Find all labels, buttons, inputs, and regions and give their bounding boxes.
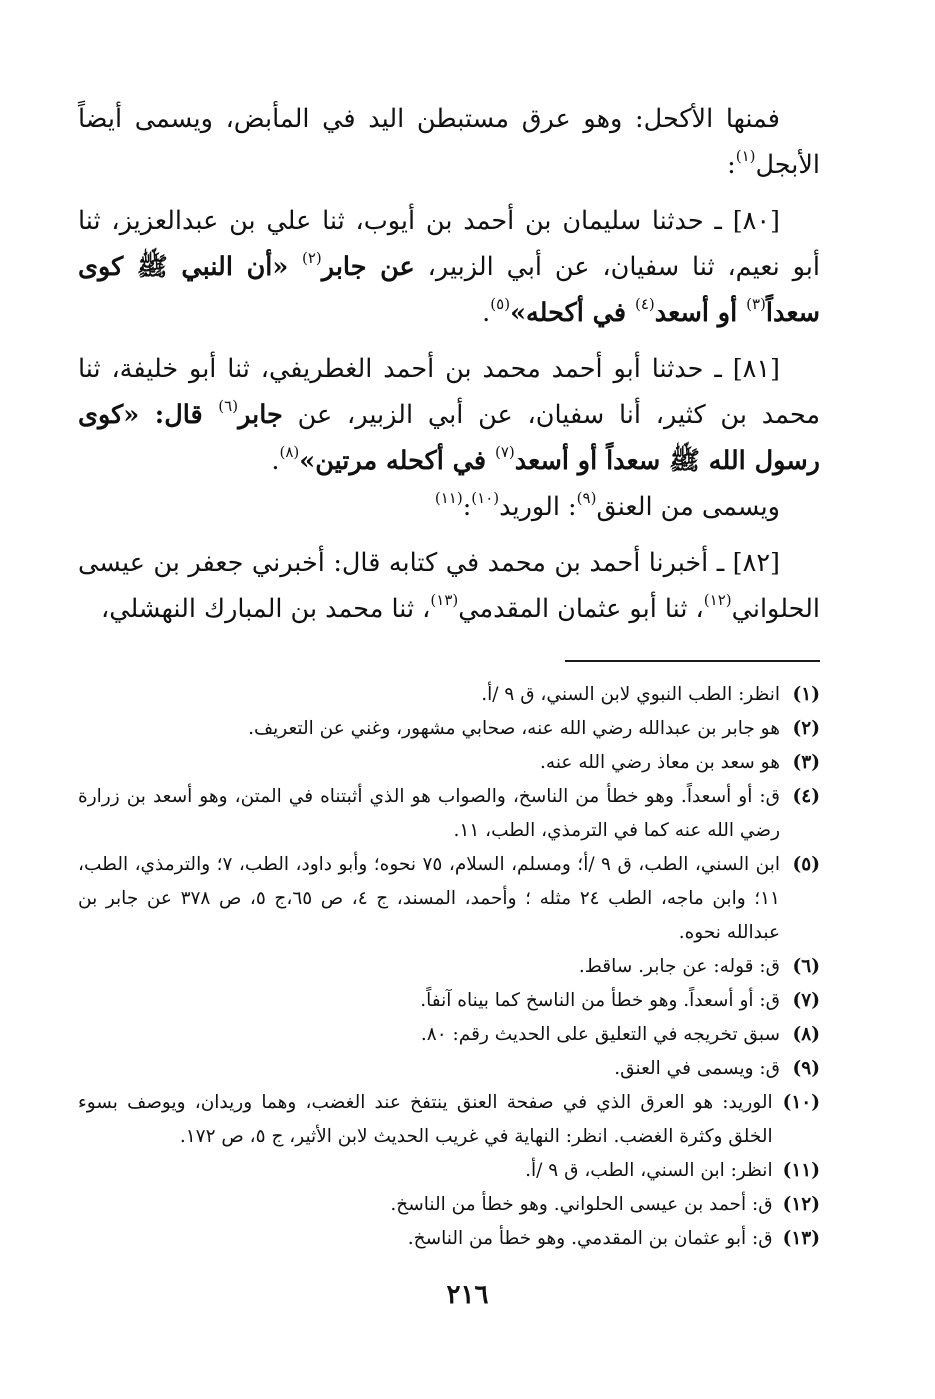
text-segment: ، ثنا أبو عثمان المقدمي <box>458 594 704 624</box>
hadith-80 <box>78 198 820 336</box>
footnote-item <box>78 1086 820 1154</box>
footnote-ref: (٨) <box>279 443 300 461</box>
text-segment: : <box>462 492 472 522</box>
main-text <box>78 96 820 632</box>
footnote-number: (٦) <box>792 956 820 977</box>
text-segment: [٨١] ـ حدثنا أبو أحمد محمد بن أحمد الغطريفي، ثنا أبو خليفة، ثنا محمد بن كثير، أنا سفيان، عن أبي الزبير، عن <box>78 354 820 430</box>
footnote-ref: (٢) <box>301 249 322 267</box>
text-segment: ، ثنا محمد بن المبارك النهشلي، <box>100 594 431 624</box>
footnote-text: الوريد: هو العرق الذي في صفحة العنق ينتفخ عند الغضب، وهما وريدان، ويوصف بسوء الخلق وكثرة الغضب. انظر: النهاية في غريب الحديث لابن الأثير، ج ٥، ص ١٧٢. <box>78 1092 773 1147</box>
text-segment: [٨٠] ـ حدثنا سليمان بن أحمد بن أيوب، ثنا علي بن عبدالعزيز، ثنا أبو نعيم، ثنا سفيان، عن أبي الزبير، <box>78 206 820 282</box>
footnote-number: (١) <box>792 684 820 705</box>
footnote-item <box>78 746 820 780</box>
footnote-item <box>78 712 820 746</box>
footnote-number: (٢) <box>792 718 820 739</box>
text-segment: : <box>727 150 736 180</box>
footnote-text: ابن السني، الطب، ق ٩ /أ؛ ومسلم، السلام، ٧٥ نحوه؛ وأبو داود، الطب، ٧؛ والترمذي، الطب، ١١؛ وابن ماجه، الطب ٢٤ مثله ؛ وأحمد، المسند، ج ٤، ص ٦٥،ج ٥، ص ٣٧٨ عن جابر بن عبدالله نحوه. <box>78 854 780 943</box>
footnote-ref: (٩) <box>576 489 597 507</box>
bold-segment: في أكحله» <box>510 298 635 328</box>
footnote-text: سبق تخريجه في التعليق على الحديث رقم: ٨٠. <box>420 1024 780 1045</box>
footnote-ref: (١) <box>735 147 756 165</box>
footnote-item <box>78 678 820 712</box>
page-content <box>78 96 820 1256</box>
footnote-item <box>78 1154 820 1188</box>
bold-segment: «أن النبي ﷺ كوى سعداً <box>78 252 820 328</box>
paragraph-akhal <box>78 96 820 188</box>
text-segment: فمنها الأكحل: وهو عرق مستبطن اليد في المأبض، ويسمى أيضاً الأبجل <box>78 104 820 180</box>
footnote-number: (١٢) <box>782 1194 820 1215</box>
footnote-ref: (٣) <box>746 295 766 313</box>
footnote-item <box>78 1222 820 1256</box>
footnotes <box>78 678 820 1256</box>
bold-segment: جابر <box>238 400 283 430</box>
bold-segment: في أكحله مرتين» <box>299 446 495 476</box>
footnote-text: ق: قوله: عن جابر. ساقط. <box>578 956 780 977</box>
hadith-82 <box>78 540 820 632</box>
footnote-text: انظر: ابن السني، الطب، ق ٩ /أ. <box>525 1160 773 1181</box>
footnote-ref: (٧) <box>495 443 515 461</box>
footnote-number: (١١) <box>782 1160 820 1181</box>
bold-segment: أو أسعد <box>654 298 747 328</box>
bold-segment: عن جابر <box>321 252 415 282</box>
footnote-number: (٨) <box>792 1024 820 1045</box>
paragraph-warid <box>78 484 820 530</box>
footnote-ref: (٥) <box>490 295 511 313</box>
footnote-divider <box>565 660 820 662</box>
footnote-number: (١٣) <box>782 1228 820 1249</box>
footnote-number: (٤) <box>792 786 820 807</box>
footnote-number: (٣) <box>792 752 820 773</box>
footnote-item <box>78 848 820 950</box>
footnote-ref: (١٠) <box>471 489 500 507</box>
hadith-81 <box>78 346 820 484</box>
page-number: ٢١٦ <box>446 1280 489 1310</box>
footnote-text: ق: ويسمى في العنق. <box>614 1058 780 1079</box>
footnote-ref: (١٣) <box>430 591 459 609</box>
text-segment: . <box>482 298 491 328</box>
footnote-text: هو سعد بن معاذ رضي الله عنه. <box>540 752 780 773</box>
footnote-number: (١٠) <box>782 1092 820 1113</box>
footnote-text: انظر: الطب النبوي لابن السني، ق ٩ /أ. <box>481 684 780 705</box>
footnote-item <box>78 984 820 1018</box>
footnote-number: (٧) <box>792 990 820 1011</box>
bold-segment: قال: «كوى رسول الله ﷺ سعداً أو أسعد <box>78 400 820 476</box>
footnote-number: (٩) <box>792 1058 820 1079</box>
footnote-ref: (٤) <box>635 295 655 313</box>
footnote-item <box>78 1188 820 1222</box>
text-segment: : الوريد <box>499 492 577 522</box>
footnote-text: ق: أو أسعداً. وهو خطأ من الناسخ، والصواب هو الذي أثبتناه في المتن، وهو أسعد بن زرارة رضي الله عنه كما في الترمذي، الطب، ١١. <box>78 786 780 841</box>
footnote-text: هو جابر بن عبدالله رضي الله عنه، صحابي مشهور، وغني عن التعريف. <box>248 718 780 739</box>
footnote-number: (٥) <box>792 854 820 875</box>
footnote-text: ق: أو أسعداً. وهو خطأ من الناسخ كما بيناه آنفاً. <box>420 990 780 1011</box>
footnote-text: ق: أبو عثمان بن المقدمي. وهو خطأ من الناسخ. <box>407 1228 773 1249</box>
footnote-item <box>78 1052 820 1086</box>
footnote-item <box>78 950 820 984</box>
footnote-text: ق: أحمد بن عيسى الحلواني. وهو خطأ من الناسخ. <box>390 1194 773 1215</box>
footnote-item <box>78 1018 820 1052</box>
footnote-ref: (٦) <box>218 397 239 415</box>
text-segment: [٨٢] ـ أخبرنا أحمد بن محمد في كتابه قال: أخبرني جعفر بن عيسى الحلواني <box>78 548 820 624</box>
text-segment: . <box>271 446 280 476</box>
footnote-ref: (١١) <box>434 489 463 507</box>
footnote-item <box>78 780 820 848</box>
footnote-ref: (١٢) <box>703 591 732 609</box>
text-segment: ويسمى من العنق <box>596 492 780 522</box>
